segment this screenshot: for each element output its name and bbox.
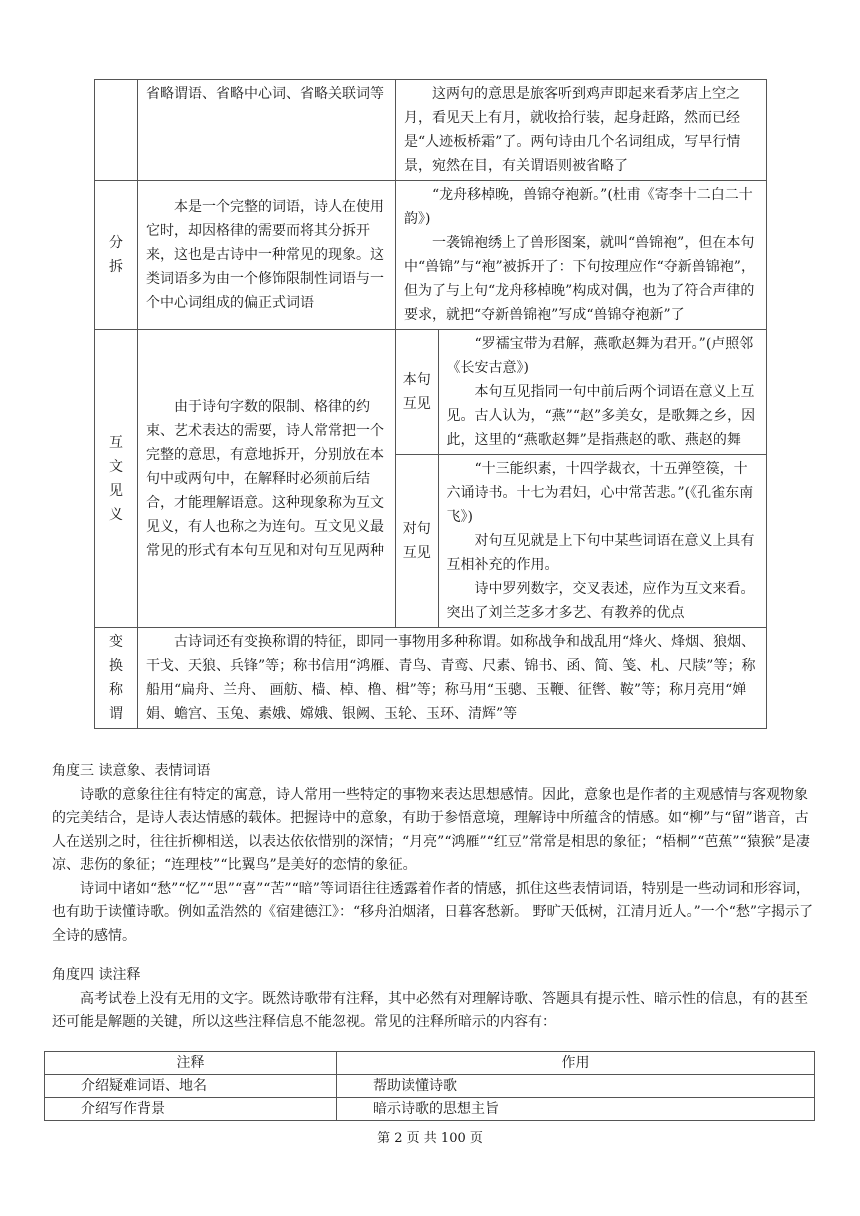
column-header: 作用 bbox=[337, 1052, 815, 1075]
example-text: 对句互见就是上下句中某些词语在意义上具有互相补充的作用。 bbox=[446, 533, 755, 573]
row-example bbox=[396, 181, 767, 330]
sub-row bbox=[396, 455, 766, 628]
row-label: 变换称谓 bbox=[95, 628, 138, 729]
example-text: 本句互见指同一句中前后两个词语在意义上互见。古人认为，“燕”“赵”多美女，是歌舞之乡，因此，这里的“燕歌赵舞”是指燕赵的歌、燕赵的舞 bbox=[446, 384, 756, 448]
sub-label: 对句互见 bbox=[396, 455, 438, 628]
section-angle-three bbox=[52, 760, 814, 948]
example-quote: “龙舟移棹晚，兽锦夺袍新。”(杜甫《寄李十二白二十韵》) bbox=[404, 187, 753, 227]
table-cell: 帮助读懂诗歌 bbox=[337, 1075, 815, 1098]
table-header-row bbox=[45, 1052, 815, 1075]
row-desc: 古诗词还有变换称谓的特征，即同一事物用多种称谓。如称战争和战乱用“烽火、烽烟、狼烟、干戈、天狼、兵锋”等；称书信用“鸿雁、青鸟、青鸾、尺素、锦书、函、简、笺、札、尺牍”等；称船用“扁舟、兰舟、 画舫、樯、棹、橹、楫”等；称马用“玉骢、玉鞭、征辔、鞍”等；称月亮用“婵娟、蟾宫、玉兔、素娥、嫦娥、银阙、玉轮、玉环、清辉”等 bbox=[138, 628, 767, 729]
table-row bbox=[45, 1098, 815, 1121]
table-row bbox=[45, 1075, 815, 1098]
row-example: 这两句的意思是旅客听到鸡声即起来看茅店上空之月，看见天上有月，就收拾行装，起身赶路，然而已经是“人迹板桥霜”了。两句诗由几个名词组成，写早行情景，宛然在目，有关谓语则被省略了 bbox=[396, 80, 767, 181]
page-number: 第 2 页 共 100 页 bbox=[377, 1131, 483, 1146]
section-title: 角度三 读意象、表情词语 bbox=[52, 763, 211, 779]
row-example bbox=[396, 330, 767, 628]
sub-label: 本句互见 bbox=[396, 330, 438, 455]
row-label: 分拆 bbox=[95, 181, 138, 330]
sub-content bbox=[438, 455, 766, 628]
table-row bbox=[95, 80, 767, 181]
example-quote: “罗襦宝带为君解，燕歌赵舞为君开。”(卢照邻《长安古意》) bbox=[446, 336, 754, 376]
paragraph: 高考试卷上没有无用的文字。既然诗歌带有注释，其中必然有对理解诗歌、答题具有提示性、暗示性的信息，有的甚至还可能是解题的关键，所以这些注释信息不能忽视。常见的注释所暗示的内容有： bbox=[52, 990, 808, 1030]
table-cell: 介绍写作背景 bbox=[45, 1098, 337, 1121]
row-desc: 由于诗句字数的限制、格律的约束、艺术表达的需要，诗人常常把一个完整的意思，有意地拆开，分别放在本句中或两句中，在解释时必须前后结合，才能理解语意。这种现象称为互文见义，有人也称之为连句。互文见义最常见的形式有本句互见和对句互见两种 bbox=[138, 330, 396, 628]
sub-content bbox=[438, 330, 766, 455]
table-cell: 暗示诗歌的思想主旨 bbox=[337, 1098, 815, 1121]
example-text: 诗中罗列数字，交叉表述，应作为互文来看。突出了刘兰芝多才多艺、有教养的优点 bbox=[446, 581, 755, 621]
example-quote: “十三能织素，十四学裁衣，十五弹箜篌，十六诵诗书。十七为君妇，心中常苦悲。”(《孔雀东南飞》) bbox=[446, 461, 754, 525]
row-desc: 本是一个完整的词语，诗人在使用它时，却因格律的需要而将其分拆开来，这也是古诗中一种常见的现象。这类词语多为由一个修饰限制性词语与一个中心词组成的偏正式词语 bbox=[138, 181, 396, 330]
paragraph: 诗歌的意象往往有特定的寓意，诗人常用一些特定的事物来表达思想感情。因此，意象也是作者的主观感情与客观物象的完美结合，是诗人表达情感的载体。把握诗中的意象，有助于参悟意境，理解诗中所蕴含的情感。如“柳”与“留”谐音，古人在送别之时，往往折柳相送，以表达依依惜别的深情；“月亮”“鸿雁”“红豆”常常是相思的象征；“梧桐”“芭蕉”“猿猴”是凄凉、悲伤的象征；“连理枝”“比翼鸟”是美好的恋情的象征。 bbox=[52, 786, 810, 873]
section-angle-four bbox=[52, 964, 814, 1035]
table-row bbox=[95, 181, 767, 330]
row-label: 互文见义 bbox=[95, 330, 138, 628]
row-desc: 省略谓语、省略中心词、省略关联词等 bbox=[138, 80, 396, 181]
sub-row bbox=[396, 330, 766, 455]
row-label bbox=[95, 80, 138, 181]
table-row bbox=[95, 628, 767, 729]
notes-table bbox=[44, 1051, 815, 1121]
column-header: 注释 bbox=[45, 1052, 337, 1075]
paragraph: 诗词中诸如“愁”“忆”“思”“喜”“苦”“暗”等词语往往透露着作者的情感，抓住这些表情词语，特别是一些动词和形容词，也有助于读懂诗歌。例如孟浩然的《宿建德江》：“移舟泊烟渚，日暮客愁新。 野旷天低树，江清月近人。”一个“愁”字揭示了全诗的感情。 bbox=[52, 880, 814, 944]
section-title: 角度四 读注释 bbox=[52, 967, 141, 983]
example-text: 一袭锦袍绣上了兽形图案，就叫“兽锦袍”，但在本句中“兽锦”与“袍”被拆开了：下句按理应作“夺新兽锦袍”，但为了与上句“龙舟移棹晚”构成对偶，也为了符合声律的要求，就把“夺新兽锦袍”写成“兽锦夺袍新”了 bbox=[404, 235, 755, 323]
table-row bbox=[95, 330, 767, 628]
table-cell: 介绍疑难词语、地名 bbox=[45, 1075, 337, 1098]
sub-table bbox=[396, 330, 766, 627]
rhetoric-table bbox=[94, 79, 767, 729]
